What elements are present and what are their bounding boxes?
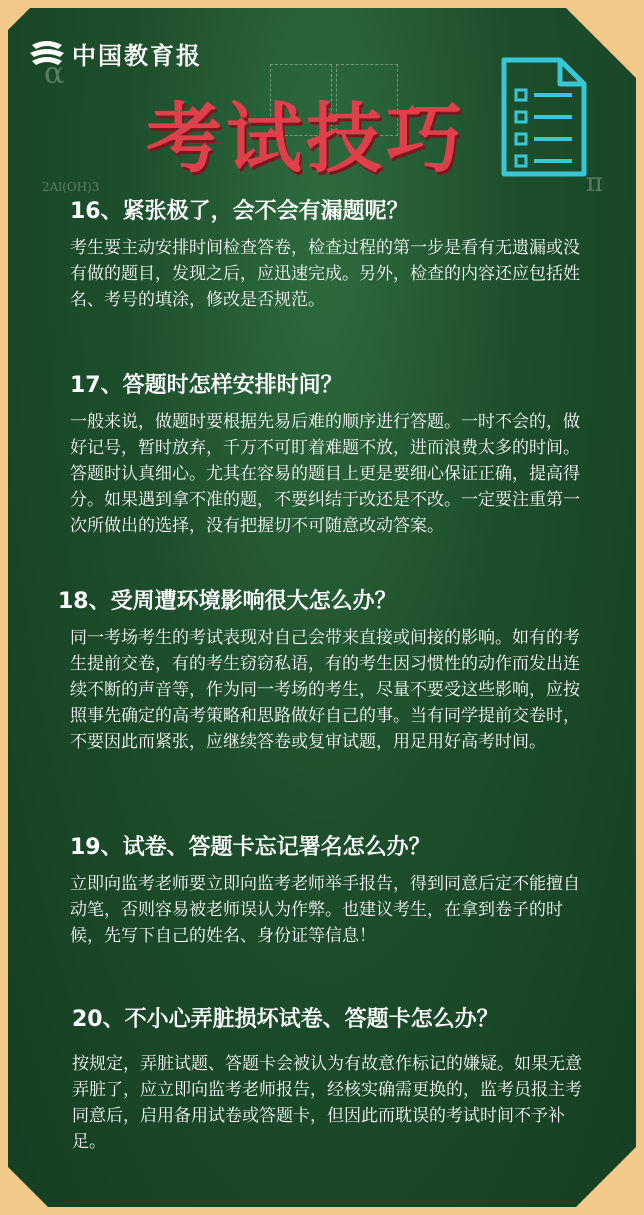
frame-corner [576, 1147, 636, 1207]
tip-section-20 [72, 1002, 592, 1155]
tip-answer: 立即向监考老师要立即向监考老师举手报告，得到同意后定不能擅自动笔，否则容易被老师误认为作弊。也建议考生，在拿到卷子的时候，先写下自己的姓名、身份证等信息！ [70, 874, 580, 946]
tip-section-19 [70, 830, 590, 949]
tip-question: 19、试卷、答题卡忘记署名怎么办？ [70, 835, 431, 860]
tip-answer: 按规定，弄脏试题、答题卡会被认为有故意作标记的嫌疑。如果无意弄脏了，应立即向监考老师报告，经核实确需更换的，监考员报主考同意后，启用备用试卷或答题卡，但因此而耽误的考试时间不予补足。 [72, 1054, 582, 1152]
frame-corner [8, 8, 30, 30]
tip-answer: 一般来说，做题时要根据先易后难的顺序进行答题。一时不会的，做好记号，暂时放弃，千万不可盯着难题不放，进而浪费太多的时间。答题时认真细心。尤其在容易的题目上更是要细心保证正确，提高得分。如果遇到拿不准的题，不要纠结于改还是不改。一定要注重第一次所做出的选择，没有把握切不可随意改动答案。 [70, 412, 580, 536]
frame-corner [566, 8, 636, 78]
alpha-doodle: α [44, 56, 65, 91]
pi-doodle: π [586, 168, 604, 198]
tip-section-16 [70, 194, 590, 313]
tip-answer: 考生要主动安排时间检查答卷，检查过程的第一步是看有无遗漏或没有做的题目，发现之后，应迅速完成。另外，检查的内容还应包括姓名、考号的填涂，修改是否规范。 [70, 238, 580, 310]
chalkboard-background [8, 8, 636, 1207]
page-title: 考试技巧 [146, 94, 466, 183]
logo-text: 中国教育报 [72, 41, 202, 70]
frame-corner [8, 1167, 48, 1207]
tip-section-18 [58, 584, 590, 755]
tip-question: 20、不小心弄脏损坏试卷、答题卡怎么办？ [72, 1007, 499, 1032]
tip-question: 18、受周遭环境影响很大怎么办？ [58, 589, 397, 614]
tip-question: 17、答题时怎样安排时间？ [70, 373, 343, 398]
tip-question: 16、紧张极了，会不会有漏题呢？ [70, 199, 409, 224]
tip-section-17 [70, 368, 590, 539]
formula-doodle: 2Al(OH)3 [42, 180, 100, 194]
tip-answer: 同一考场考生的考试表现对自己会带来直接或间接的影响。如有的考生提前交卷，有的考生窃窃私语，有的考生因习惯性的动作而发出连续不断的声音等，作为同一考场的考生，尽量不要受这些影响，应按照事先确定的高考策略和思路做好自己的事。当有同学提前交卷时，不要因此而紧张，应继续答卷或复审试题，用足用好高考时间。 [70, 628, 580, 752]
